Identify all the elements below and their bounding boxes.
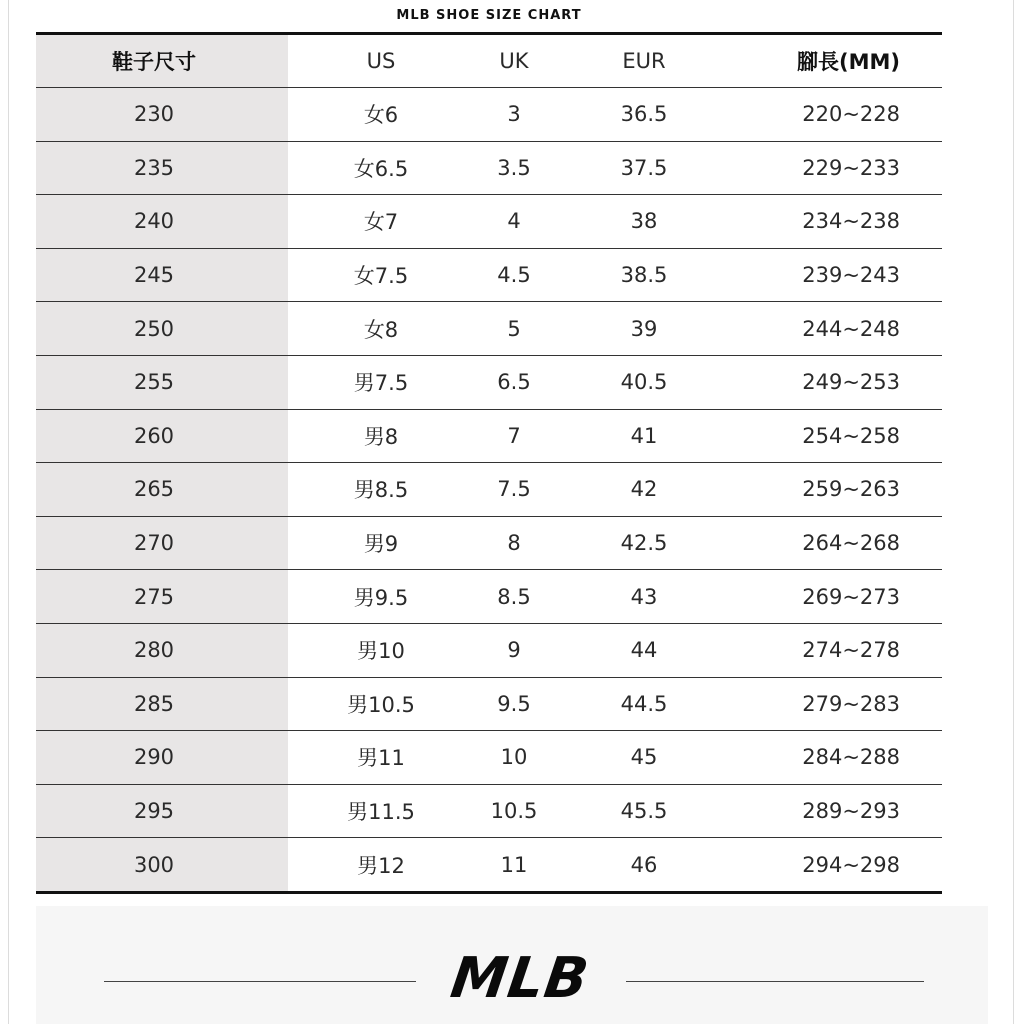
cell-foot-length: 239~243 <box>734 248 942 302</box>
table-header-row <box>36 34 942 88</box>
table-row <box>36 731 942 785</box>
cell-foot-length: 279~283 <box>734 677 942 731</box>
table-row <box>36 677 942 731</box>
table-row <box>36 463 942 517</box>
cell-foot-length: 259~263 <box>734 463 942 517</box>
table-row <box>36 88 942 142</box>
table-row <box>36 141 942 195</box>
cell-foot-length: 294~298 <box>802 852 900 877</box>
cell-foot-length: 264~268 <box>734 516 942 570</box>
cell-uk: 4 <box>474 195 554 249</box>
cell-us: 男12 <box>357 853 405 878</box>
cell-shoe-size: 295 <box>36 784 288 838</box>
table-row <box>36 623 942 677</box>
cell-foot-length: 234~238 <box>734 195 942 249</box>
cell-shoe-size: 250 <box>36 302 288 356</box>
cell-eur: 40.5 <box>554 355 734 409</box>
cell-us: 男8 <box>288 409 474 463</box>
table-row <box>36 570 942 624</box>
table-row <box>36 195 942 249</box>
size-chart-table <box>36 32 942 894</box>
cell-eur: 45 <box>554 731 734 785</box>
cell-eur: 44.5 <box>554 677 734 731</box>
cell-shoe-size: 230 <box>36 88 288 142</box>
cell-eur: 43 <box>554 570 734 624</box>
table-row <box>36 248 942 302</box>
cell-eur: 44 <box>554 623 734 677</box>
cell-eur: 37.5 <box>554 141 734 195</box>
cell-eur: 38.5 <box>554 248 734 302</box>
cell-eur: 36.5 <box>554 88 734 142</box>
cell-eur: 42 <box>554 463 734 517</box>
cell-uk: 10.5 <box>474 784 554 838</box>
cell-foot-length: 249~253 <box>734 355 942 409</box>
cell-eur: 38 <box>554 195 734 249</box>
cell-shoe-size: 260 <box>36 409 288 463</box>
header-shoe-size: 鞋子尺寸 <box>36 34 288 88</box>
cell-uk: 8.5 <box>474 570 554 624</box>
cell-uk: 7 <box>474 409 554 463</box>
cell-shoe-size: 285 <box>36 677 288 731</box>
table-row <box>36 838 942 893</box>
cell-shoe-size: 240 <box>36 195 288 249</box>
table-row <box>36 355 942 409</box>
table-body <box>36 88 942 893</box>
cell-foot-length: 274~278 <box>734 623 942 677</box>
cell-shoe-size: 255 <box>36 355 288 409</box>
cell-foot-length: 269~273 <box>734 570 942 624</box>
cell-us: 男11 <box>288 731 474 785</box>
cell-foot-length: 229~233 <box>734 141 942 195</box>
cell-us: 女8 <box>288 302 474 356</box>
cell-us: 女7.5 <box>288 248 474 302</box>
table-row <box>36 516 942 570</box>
cell-uk: 8 <box>474 516 554 570</box>
cell-us: 男9.5 <box>288 570 474 624</box>
cell-uk: 4.5 <box>474 248 554 302</box>
cell-eur: 39 <box>554 302 734 356</box>
cell-uk: 9.5 <box>474 677 554 731</box>
header-us: US <box>288 34 474 88</box>
cell-uk: 3.5 <box>474 141 554 195</box>
cell-foot-length: 254~258 <box>734 409 942 463</box>
cell-uk: 3 <box>474 88 554 142</box>
footer-divider-left <box>104 981 416 982</box>
cell-uk: 7.5 <box>474 463 554 517</box>
cell-shoe-size: 300 <box>36 838 288 893</box>
cell-us: 女7 <box>288 195 474 249</box>
cell-us: 男8.5 <box>288 463 474 517</box>
cell-uk: 5 <box>474 302 554 356</box>
header-eur: EUR <box>554 34 734 88</box>
cell-foot-length: 220~228 <box>734 88 942 142</box>
cell-uk: 11 <box>500 852 528 877</box>
cell-foot-length: 284~288 <box>734 731 942 785</box>
cell-shoe-size: 235 <box>36 141 288 195</box>
cell-shoe-size: 245 <box>36 248 288 302</box>
cell-us: 女6 <box>288 88 474 142</box>
cell-shoe-size: 265 <box>36 463 288 517</box>
chart-title: MLB SHOE SIZE CHART <box>396 8 582 23</box>
table-row <box>36 409 942 463</box>
cell-shoe-size: 275 <box>36 570 288 624</box>
cell-eur: 45.5 <box>554 784 734 838</box>
mlb-logo: MLB <box>446 946 594 1011</box>
cell-us: 女6.5 <box>288 141 474 195</box>
table-row <box>36 784 942 838</box>
cell-us: 男11.5 <box>288 784 474 838</box>
cell-foot-length: 289~293 <box>734 784 942 838</box>
cell-foot-length: 244~248 <box>734 302 942 356</box>
cell-us: 男7.5 <box>288 355 474 409</box>
footer-divider-right <box>626 981 924 982</box>
cell-eur: 41 <box>554 409 734 463</box>
header-foot-length: 腳長(MM) <box>734 34 942 88</box>
cell-uk: 9 <box>474 623 554 677</box>
cell-us: 男9 <box>288 516 474 570</box>
cell-shoe-size: 280 <box>36 623 288 677</box>
table-row <box>36 302 942 356</box>
cell-shoe-size: 290 <box>36 731 288 785</box>
cell-shoe-size: 270 <box>36 516 288 570</box>
header-uk: UK <box>474 34 554 88</box>
cell-uk: 6.5 <box>474 355 554 409</box>
cell-eur: 46 <box>630 852 658 877</box>
cell-us: 男10 <box>288 623 474 677</box>
cell-uk: 10 <box>474 731 554 785</box>
cell-eur: 42.5 <box>554 516 734 570</box>
cell-us: 男10.5 <box>288 677 474 731</box>
